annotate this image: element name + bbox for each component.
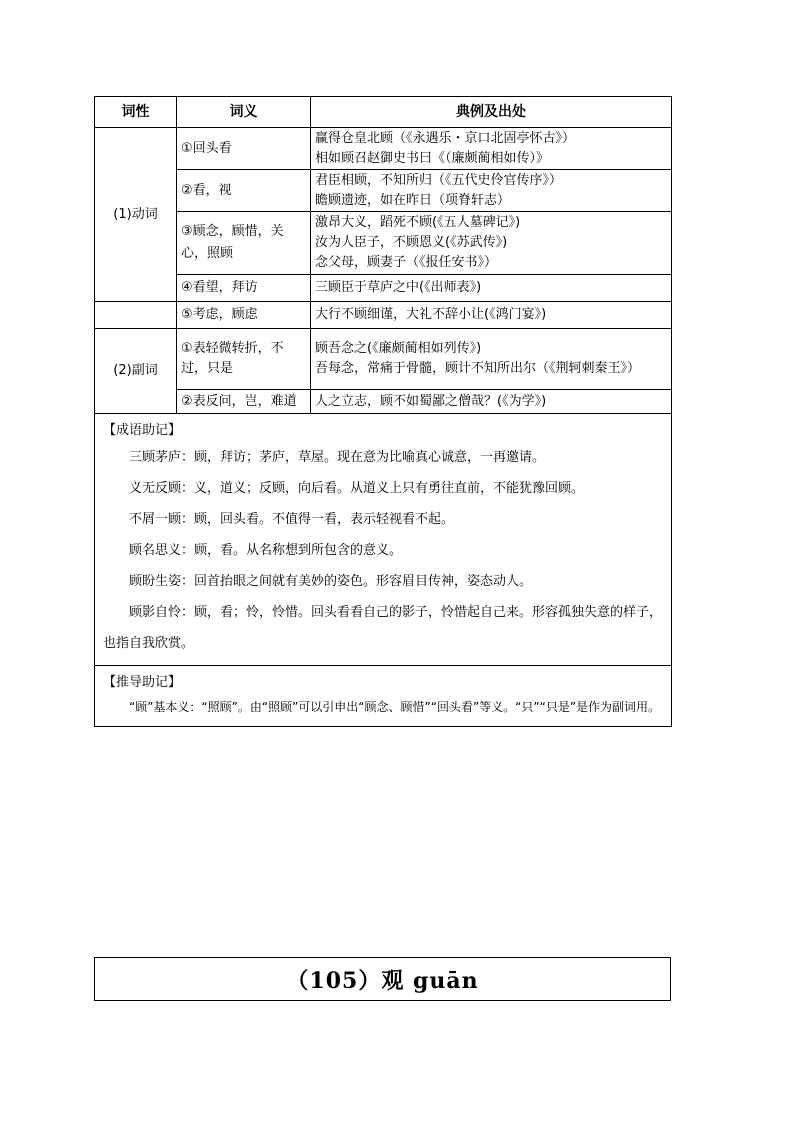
examples-cell [311,275,672,302]
example-line: 汝为人臣子，不顾恩义(《苏武传》) [315,235,508,250]
derivation-section [95,666,672,727]
idiom-item: 义无反顾：义，道义；反顾，向后看。从道义上只有勇往直前，不能犹豫回顾。 [129,481,585,496]
table-row [95,329,672,390]
examples-cell [311,170,672,212]
example-line: 念父母，顾妻子（《报任安书》） [315,255,498,270]
header-examples: 典例及出处 [311,97,672,128]
derivation-row [95,666,672,727]
example-line: 吾每念，常痛于骨髓，顾计不知所出尔（《荆轲刺秦王》） [315,361,641,376]
idioms-title: 【成语助记】 [103,423,182,438]
sense-cell: ①回头看 [177,128,311,170]
example-line: 相如顾召赵御史书曰《（廉颇蔺相如传）》 [315,150,550,166]
examples-cell [311,329,672,390]
examples-cell [311,212,672,275]
sense-cell: ②看，视 [177,170,311,212]
sense-cell: ④看望，拜访 [177,275,311,302]
example-line: 三顾臣于草庐之中(《出师表》) [315,280,482,295]
example-line: 顾吾念之(《廉颇蔺相如列传》) [315,341,482,356]
example-line: 激昂大义，蹈死不顾(《五人墓碑记》) [315,215,521,230]
table-row [95,302,672,329]
word-meaning-table [94,96,672,727]
pos-verb: (1)动词 [95,128,177,302]
derivation-title: 【推导助记】 [103,675,182,690]
next-entry-heading: （105）观 guān [94,957,671,1001]
table-row [95,170,672,212]
example-line: 赢得仓皇北顾（《永遇乐・京口北固亭怀古》） [315,130,576,146]
examples-cell [311,128,672,170]
idioms-section [95,414,672,666]
sense-cell: ①表轻微转折，不过，只是 [177,329,311,390]
idiom-item: 三顾茅庐：顾，拜访；茅庐，草屋。现在意为比喻真心诚意，一再邀请。 [129,450,546,465]
sense-cell: ②表反问，岂，难道 [177,390,311,414]
sense-cell: ⑤考虑，顾虑 [177,302,311,329]
example-line: 大行不顾细谨，大礼不辞小让(《鸿门宴》) [315,307,547,322]
idiom-item: 不屑一顾：顾，回头看。不值得一看，表示轻视看不起。 [129,512,455,527]
idiom-item: 顾影自怜：顾，看；怜，怜惜。回头看看自己的影子，怜惜起自己来。形容孤独失意的样子，也指自我欣赏。 [103,605,663,651]
sense-cell: ③顾念，顾惜，关心，照顾 [177,212,311,275]
table-row [95,128,672,170]
example-line: 君臣相顾，不知所归（《五代史伶官传序》） [315,172,563,188]
table-row [95,390,672,414]
table-row [95,275,672,302]
pos-empty [95,302,177,329]
idiom-item: 顾名思义：顾，看。从名称想到所包含的意义。 [129,543,403,558]
table-header-row [95,97,672,128]
header-meaning: 词义 [177,97,311,128]
example-line: 人之立志，顾不如蜀鄙之僧哉？(《为学》) [315,393,547,409]
table-row [95,212,672,275]
pos-adverb: (2)副词 [95,329,177,414]
examples-cell [311,302,672,329]
examples-cell [311,390,672,414]
idioms-row [95,414,672,666]
example-line: 瞻顾遗迹，如在昨日（项脊轩志） [315,192,511,208]
header-pos: 词性 [95,97,177,128]
idiom-item: 顾盼生姿：回首抬眼之间就有美妙的姿色。形容眉目传神，姿态动人。 [129,574,533,589]
derivation-text: “顾”基本义：“照顾”。由“照顾”可以引申出“顾念、顾惜”“回头看”等义。“只”“只是”是作为副词用。 [129,700,661,714]
